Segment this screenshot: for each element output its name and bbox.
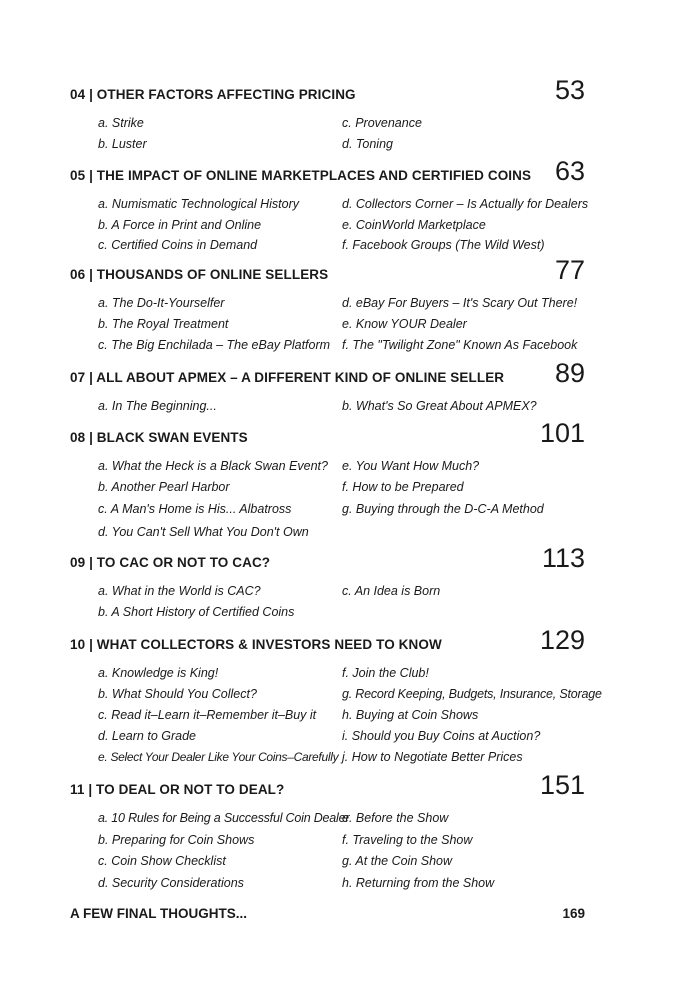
chapter-04	[70, 75, 585, 151]
list-item: g. Record Keeping, Budgets, Insurance, Storage	[342, 687, 602, 701]
list-item: i. Should you Buy Coins at Auction?	[342, 729, 541, 743]
list-item: g. Buying through the D-C-A Method	[342, 502, 544, 516]
list-item: b. The Royal Treatment	[98, 317, 229, 331]
list-item: c. Certified Coins in Demand	[98, 238, 258, 252]
list-item: c. Read it–Learn it–Remember it–Buy it	[98, 708, 317, 722]
list-item: h. Returning from the Show	[342, 876, 495, 890]
list-item: e. You Want How Much?	[342, 459, 480, 473]
chapter-11	[70, 770, 585, 890]
list-item: a. What in the World is CAC?	[98, 584, 261, 598]
list-item: d. Toning	[342, 137, 393, 151]
chapter-title: 10 | WHAT COLLECTORS & INVESTORS NEED TO KNOW	[70, 637, 442, 652]
chapter-header	[70, 75, 585, 105]
list-item: c. The Big Enchilada – The eBay Platform	[98, 338, 331, 352]
list-item: b. A Force in Print and Online	[98, 218, 262, 232]
chapter-page-number: 77	[554, 255, 585, 285]
final-thoughts-entry	[70, 906, 585, 922]
list-item: a. Strike	[98, 116, 144, 130]
list-item: a. Knowledge is King!	[98, 666, 219, 680]
list-item: g. At the Coin Show	[342, 854, 453, 868]
list-item: a. 10 Rules for Being a Successful Coin Dealer	[98, 811, 350, 825]
list-item: a. What the Heck is a Black Swan Event?	[98, 459, 328, 473]
list-item: f. Join the Club!	[342, 666, 429, 680]
chapter-title: 04 | OTHER FACTORS AFFECTING PRICING	[70, 87, 356, 102]
chapter-10	[70, 625, 602, 764]
chapter-page-number: 89	[554, 358, 585, 388]
list-item: b. What Should You Collect?	[98, 687, 257, 701]
chapter-09	[70, 543, 585, 619]
chapter-header	[70, 156, 585, 186]
chapter-title: 08 | BLACK SWAN EVENTS	[70, 430, 248, 445]
list-item: d. Security Considerations	[98, 876, 244, 890]
list-item: c. A Man's Home is His... Albatross	[98, 502, 292, 516]
chapter-08	[70, 418, 585, 539]
chapter-header	[70, 543, 585, 573]
chapter-title: 07 | ALL ABOUT APMEX – A DIFFERENT KIND OF ONLINE SELLER	[70, 370, 505, 385]
chapter-05	[70, 156, 589, 252]
chapter-page-number: 63	[554, 156, 585, 186]
chapter-header	[70, 358, 585, 388]
list-item: d. eBay For Buyers – It's Scary Out There!	[342, 296, 578, 310]
list-item: b. What's So Great About APMEX?	[342, 399, 537, 413]
list-item: e. Select Your Dealer Like Your Coins–Carefully	[98, 750, 339, 764]
chapter-page-number: 101	[539, 418, 585, 448]
list-item: b. Luster	[98, 137, 147, 151]
list-item: d. You Can't Sell What You Don't Own	[98, 525, 309, 539]
list-item: d. Collectors Corner – Is Actually for Dealers	[342, 197, 589, 211]
final-title: A FEW FINAL THOUGHTS...	[70, 906, 247, 921]
list-item: f. How to be Prepared	[342, 480, 464, 494]
list-item: b. Preparing for Coin Shows	[98, 833, 255, 847]
list-item: e. Before the Show	[342, 811, 449, 825]
chapter-06	[70, 255, 585, 352]
chapter-title: 05 | THE IMPACT OF ONLINE MARKETPLACES AND CERTIFIED COINS	[70, 168, 532, 183]
chapter-07	[70, 358, 585, 413]
list-item: b. Another Pearl Harbor	[98, 480, 230, 494]
chapter-title: 06 | THOUSANDS OF ONLINE SELLERS	[70, 267, 329, 282]
chapter-header	[70, 625, 585, 655]
chapter-page-number: 129	[539, 625, 585, 655]
list-item: c. Coin Show Checklist	[98, 854, 226, 868]
list-item: c. An Idea is Born	[342, 584, 441, 598]
list-item: a. The Do-It-Yourselfer	[98, 296, 225, 310]
list-item: j. How to Negotiate Better Prices	[342, 750, 523, 764]
list-item: e. CoinWorld Marketplace	[342, 218, 486, 232]
list-item: b. A Short History of Certified Coins	[98, 605, 295, 619]
list-item: d. Learn to Grade	[98, 729, 196, 743]
list-item: e. Know YOUR Dealer	[342, 317, 467, 331]
chapter-page-number: 113	[541, 543, 585, 573]
list-item: a. Numismatic Technological History	[98, 197, 300, 211]
list-item: f. Facebook Groups (The Wild West)	[342, 238, 545, 252]
list-item: a. In The Beginning...	[98, 399, 217, 413]
chapter-header	[70, 255, 585, 285]
chapter-title: 09 | TO CAC OR NOT TO CAC?	[70, 555, 271, 570]
list-item: h. Buying at Coin Shows	[342, 708, 479, 722]
list-item: f. The "Twilight Zone" Known As Facebook	[342, 338, 578, 352]
list-item: c. Provenance	[342, 116, 422, 130]
final-page-number: 169	[562, 906, 585, 921]
chapter-page-number: 151	[539, 770, 585, 800]
chapter-page-number: 53	[554, 75, 585, 105]
chapter-title: 11 | TO DEAL OR NOT TO DEAL?	[70, 782, 285, 797]
chapter-header	[70, 418, 585, 448]
chapter-header	[70, 770, 585, 800]
list-item: f. Traveling to the Show	[342, 833, 473, 847]
